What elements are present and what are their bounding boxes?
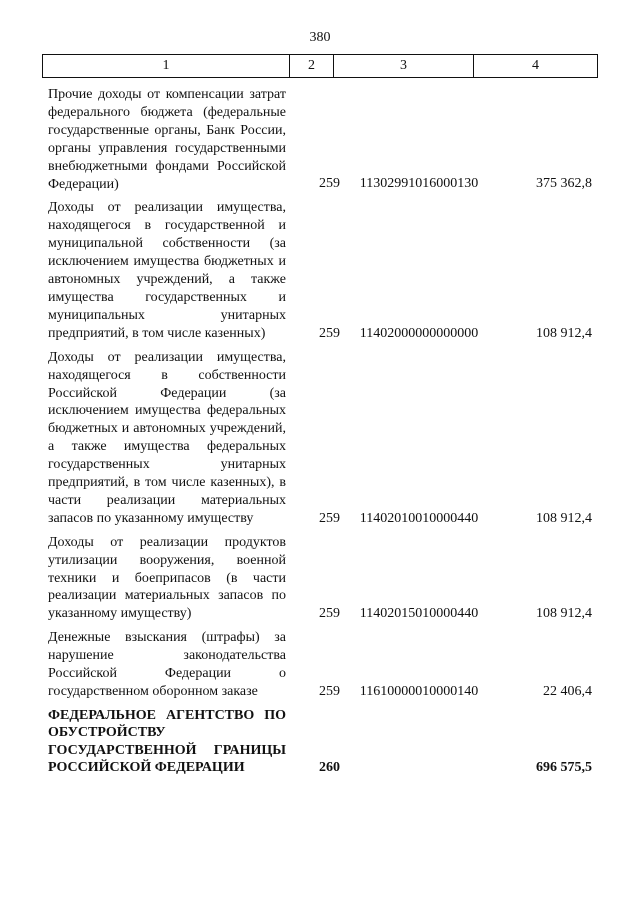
- row-amount: 375 362,8: [536, 176, 592, 192]
- row-kbk-code: 11610000010000140: [359, 683, 479, 699]
- header-col-3: 3: [334, 55, 474, 77]
- row-kbk-code: 11302991016000130: [359, 176, 479, 192]
- table-row: [48, 349, 598, 528]
- table-row: [48, 629, 598, 701]
- agency-total-amount: 696 575,5: [536, 759, 592, 775]
- page-number: 380: [309, 30, 331, 45]
- row-description: Денежные взыскания (штрафы) за нарушение законодательства Российской Федерации о государственном оборонном заказе: [48, 630, 286, 699]
- table-row-agency-total: [48, 707, 598, 777]
- row-amount: 108 912,4: [536, 606, 592, 622]
- agency-code: 260: [319, 759, 340, 775]
- row-description: Доходы от реализации продуктов утилизации вооружения, военной техники и боеприпасов (в части реализации материальных запасов по указанному имуществу): [48, 534, 286, 622]
- row-kbk-code: 11402010010000440: [359, 510, 479, 526]
- table-body: [48, 86, 598, 783]
- row-admin-code: 259: [319, 683, 340, 699]
- table-row: [48, 86, 598, 193]
- row-admin-code: 259: [319, 176, 340, 192]
- row-description: Доходы от реализации имущества, находящегося в государственной и муниципальной собственности (за исключением имущества бюджетных и автономных учреждений, а также имущества государственных и муниципальных унитарных предприятий, в том числе казенных): [48, 200, 286, 341]
- row-admin-code: 259: [319, 606, 340, 622]
- agency-name: ФЕДЕРАЛЬНОЕ АГЕНТСТВО ПО ОБУСТРОЙСТВУ ГОСУДАРСТВЕННОЙ ГРАНИЦЫ РОССИЙСКОЙ ФЕДЕРАЦИИ: [48, 707, 286, 776]
- row-amount: 22 406,4: [543, 683, 592, 699]
- row-amount: 108 912,4: [536, 510, 592, 526]
- table-row: [48, 534, 598, 624]
- row-kbk-code: 11402000000000000: [359, 325, 479, 341]
- table-row: [48, 199, 598, 342]
- row-admin-code: 259: [319, 325, 340, 341]
- row-kbk-code: 11402015010000440: [359, 606, 479, 622]
- row-description: Доходы от реализации имущества, находящегося в собственности Российской Федерации (за исключением имущества федеральных бюджетных и автономных учреждений, а также имущества федеральных государственных унитарных предприятий, в том числе казенных), в части реализации материальных запасов по указанному имуществу: [48, 349, 286, 526]
- row-description: Прочие доходы от компенсации затрат федерального бюджета (федеральные государственные органы, Банк России, органы управления государственными внебюджетными фондами Российской Федерации): [48, 87, 286, 192]
- row-amount: 108 912,4: [536, 325, 592, 341]
- header-col-4: 4: [532, 58, 539, 73]
- row-admin-code: 259: [319, 510, 340, 526]
- header-col-2: 2: [290, 55, 334, 77]
- table-header: [42, 54, 598, 78]
- header-col-1: 1: [43, 55, 290, 77]
